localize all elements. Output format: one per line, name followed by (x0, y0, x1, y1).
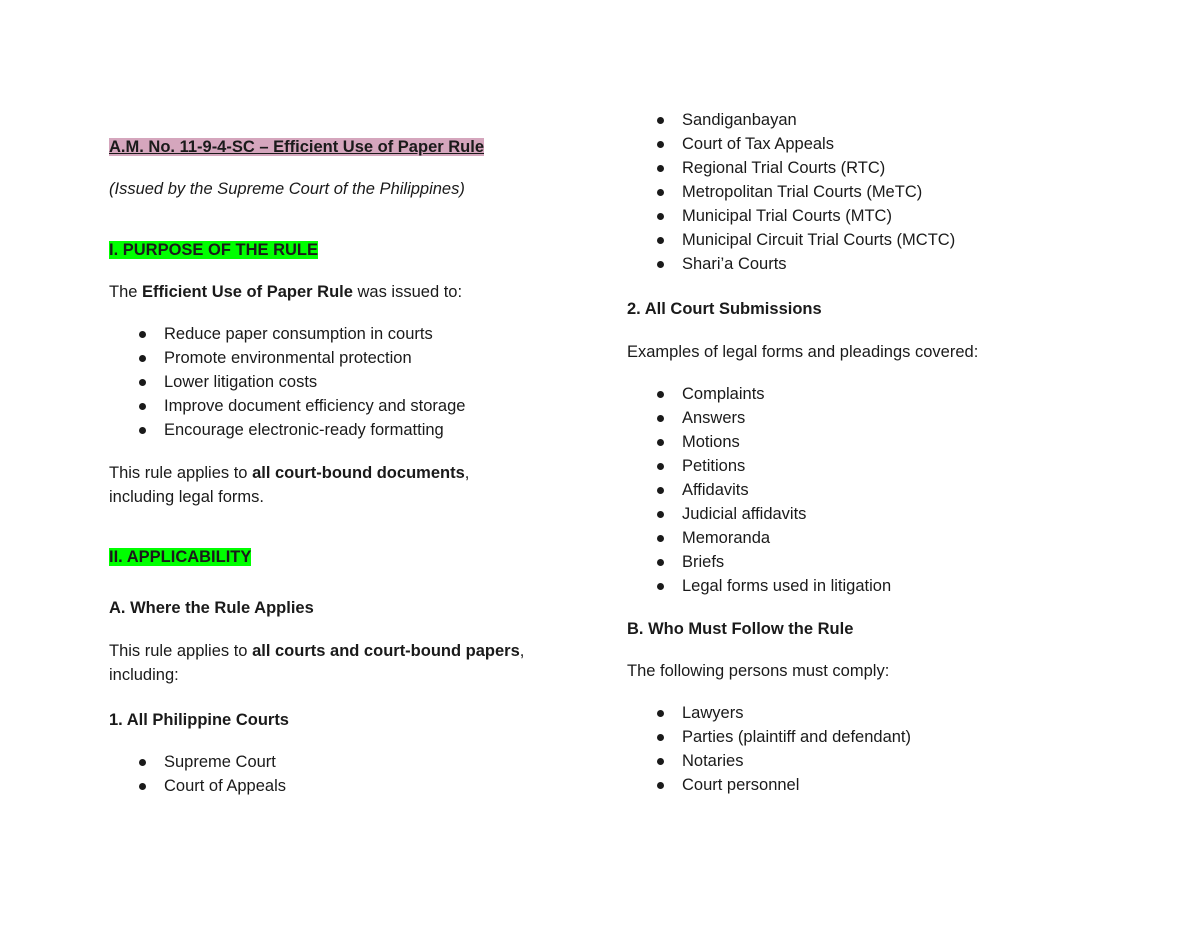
list-item: Lower litigation costs (109, 370, 465, 394)
list-item: Shari’a Courts (627, 252, 955, 276)
bullet-icon (657, 165, 664, 172)
bullet-icon (657, 439, 664, 446)
bullet-icon (657, 782, 664, 789)
bullet-icon (657, 758, 664, 765)
list-item: Lawyers (627, 701, 911, 725)
list-item: Improve document efficiency and storage (109, 394, 465, 418)
list-item: Briefs (627, 550, 891, 574)
list-item: Judicial affidavits (627, 502, 891, 526)
bullet-icon (139, 783, 146, 790)
list-item: Notaries (627, 749, 911, 773)
bullet-icon (139, 379, 146, 386)
bullet-icon (139, 331, 146, 338)
bullet-icon (657, 559, 664, 566)
bullet-icon (657, 463, 664, 470)
list-item: Municipal Trial Courts (MTC) (627, 204, 955, 228)
bullet-icon (139, 759, 146, 766)
applies-paragraph-line2: including legal forms. (109, 488, 264, 506)
purpose-intro: The Efficient Use of Paper Rule was issued to: (109, 283, 463, 301)
bullet-icon (139, 355, 146, 362)
bullet-icon (139, 403, 146, 410)
bullet-icon (657, 710, 664, 717)
where-paragraph-line2: including: (109, 666, 179, 684)
bullet-icon (657, 734, 664, 741)
courts-list-continued (627, 108, 955, 276)
list-item: Metropolitan Trial Courts (MeTC) (627, 180, 955, 204)
bullet-icon (657, 415, 664, 422)
list-item: Sandiganbayan (627, 108, 955, 132)
list-item: Encourage electronic-ready formatting (109, 418, 465, 442)
bullet-icon (657, 511, 664, 518)
list-item: Regional Trial Courts (RTC) (627, 156, 955, 180)
list-item: Answers (627, 406, 891, 430)
list-item: Court personnel (627, 773, 911, 797)
bullet-icon (657, 189, 664, 196)
list-item: Court of Tax Appeals (627, 132, 955, 156)
subsection-heading-who: B. Who Must Follow the Rule (627, 620, 854, 638)
subsection-heading-where: A. Where the Rule Applies (109, 599, 314, 617)
bullet-icon (139, 427, 146, 434)
list-item: Municipal Circuit Trial Courts (MCTC) (627, 228, 955, 252)
list-item: Reduce paper consumption in courts (109, 322, 465, 346)
list-item: Motions (627, 430, 891, 454)
bullet-icon (657, 487, 664, 494)
submissions-list (627, 382, 891, 598)
bullet-icon (657, 117, 664, 124)
list-item: Court of Appeals (109, 774, 286, 798)
list-item: Parties (plaintiff and defendant) (627, 725, 911, 749)
list-item: Affidavits (627, 478, 891, 502)
bullet-icon (657, 237, 664, 244)
courts-list (0, 750, 286, 798)
persons-list (627, 701, 911, 797)
bullet-icon (657, 583, 664, 590)
purpose-list (0, 322, 465, 442)
submissions-intro: Examples of legal forms and pleadings covered: (627, 343, 979, 361)
where-paragraph-line1: This rule applies to all courts and court-bound papers, (109, 642, 525, 660)
list-item: Supreme Court (109, 750, 286, 774)
bullet-icon (657, 213, 664, 220)
submissions-heading: 2. All Court Submissions (627, 300, 822, 318)
bullet-icon (657, 535, 664, 542)
section-heading-applicability: II. APPLICABILITY (109, 548, 252, 566)
document-subtitle: (Issued by the Supreme Court of the Philippines) (109, 180, 465, 198)
who-intro: The following persons must comply: (627, 662, 890, 680)
bullet-icon (657, 261, 664, 268)
list-item: Petitions (627, 454, 891, 478)
document-title: A.M. No. 11-9-4-SC – Efficient Use of Paper Rule (109, 138, 485, 156)
section-heading-purpose: I. PURPOSE OF THE RULE (109, 241, 319, 259)
list-item: Complaints (627, 382, 891, 406)
bullet-icon (657, 141, 664, 148)
courts-heading: 1. All Philippine Courts (109, 711, 289, 729)
list-item: Legal forms used in litigation (627, 574, 891, 598)
applies-paragraph-line1: This rule applies to all court-bound documents, (109, 464, 470, 482)
list-item: Promote environmental protection (109, 346, 465, 370)
bullet-icon (657, 391, 664, 398)
list-item: Memoranda (627, 526, 891, 550)
